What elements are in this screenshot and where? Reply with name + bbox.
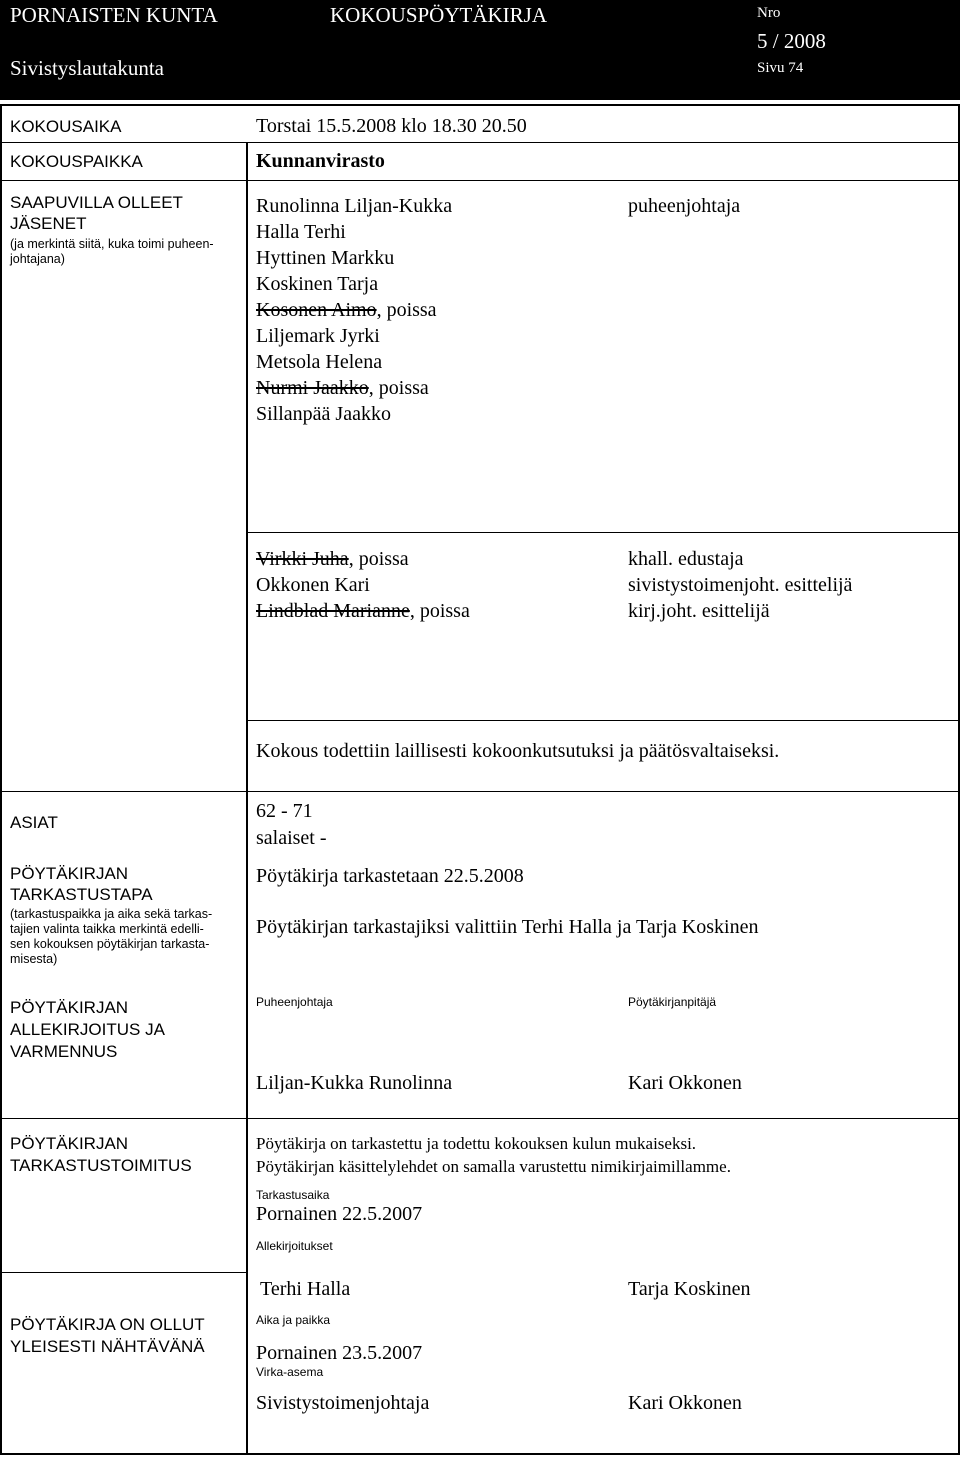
member-row xyxy=(256,375,452,401)
chair-role: puheenjohtaja xyxy=(628,195,741,217)
member-row-name: Sillanpää Jaakko xyxy=(256,403,391,425)
board-name: Sivistyslautakunta xyxy=(10,56,164,80)
matters-secret: salaiset - xyxy=(256,827,327,849)
other-attendees-list xyxy=(256,546,470,624)
meeting-place-label: KOKOUSPAIKKA xyxy=(10,152,143,171)
member-row xyxy=(256,219,452,245)
table-border-bottom xyxy=(0,1453,960,1455)
review-method-note: (tarkastuspaikka ja aika sekä tarkas- xyxy=(10,907,213,921)
attendee-row-name: Lindblad Marianne xyxy=(256,600,410,622)
document-number: 5 / 2008 xyxy=(757,29,826,53)
meeting-time-value: Torstai 15.5.2008 klo 18.30 20.50 xyxy=(256,115,527,137)
member-list xyxy=(256,193,452,427)
member-row-name: Halla Terhi xyxy=(256,221,346,243)
review-method-label-2: TARKASTUSTAPA xyxy=(10,885,153,904)
member-row-name: Hyttinen Markku xyxy=(256,247,395,269)
meeting-place-value: Kunnanvirasto xyxy=(256,150,385,172)
attendee-row xyxy=(256,546,470,572)
inspection-time-label: Tarkastusaika xyxy=(256,1188,330,1202)
quorum-statement: Kokous todettiin laillisesti kokoonkutsutuksi ja päätösvaltaiseksi. xyxy=(256,740,780,762)
position-label: Virka-asema xyxy=(256,1365,324,1379)
matters-label: ASIAT xyxy=(10,813,58,832)
attendee-row xyxy=(256,598,470,624)
chair-title: Puheenjohtaja xyxy=(256,995,333,1009)
inspection-statement-2: Pöytäkirjan käsittelylehdet on samalla varustettu nimikirjaimillamme. xyxy=(256,1157,731,1176)
inspection-time-value: Pornainen 22.5.2007 xyxy=(256,1203,423,1225)
municipality-name: PORNAISTEN KUNTA xyxy=(10,3,218,27)
member-row-name: Runolinna Liljan-Kukka xyxy=(256,195,453,217)
present-members-label-2: JÄSENET xyxy=(10,214,87,233)
review-date-text: Pöytäkirja tarkastetaan 22.5.2008 xyxy=(256,865,524,887)
attendee-row-absence: , poissa xyxy=(348,548,409,570)
public-display-label: PÖYTÄKIRJA ON OLLUT xyxy=(10,1315,205,1334)
other-attendees-roles xyxy=(628,546,852,624)
signing-label-2: ALLEKIRJOITUS JA xyxy=(10,1020,165,1039)
member-row xyxy=(256,271,452,297)
review-method-note-3: sen kokouksen pöytäkirjan tarkasta- xyxy=(10,937,210,951)
public-place-label: Aika ja paikka xyxy=(256,1313,331,1327)
chair-name: Liljan-Kukka Runolinna xyxy=(256,1072,453,1094)
signing-label: PÖYTÄKIRJAN xyxy=(10,998,129,1017)
row-divider-matters xyxy=(0,791,960,792)
page-number: Sivu 74 xyxy=(757,60,804,76)
column-divider xyxy=(246,143,248,1455)
inspection-label-2: TARKASTUSTOIMITUS xyxy=(10,1156,192,1175)
attendee-row-name: Okkonen Kari xyxy=(256,574,370,596)
member-row-absence: , poissa xyxy=(368,377,429,399)
member-row xyxy=(256,323,452,349)
present-members-note-2: johtajana) xyxy=(10,252,65,266)
row-divider-public xyxy=(0,1272,248,1273)
table-border-top xyxy=(0,104,960,106)
present-members-label: SAAPUVILLA OLLEET xyxy=(10,193,183,212)
attendee-role: sivistystoimenjoht. esittelijä xyxy=(628,574,853,596)
member-row xyxy=(256,245,452,271)
matters-range: 62 - 71 xyxy=(256,800,313,822)
attendee-role: khall. edustaja xyxy=(628,548,744,570)
public-display-label-2: YLEISESTI NÄHTÄVÄNÄ xyxy=(10,1337,205,1356)
meeting-time-label: KOKOUSAIKA xyxy=(10,117,122,136)
review-method-note-4: misesta) xyxy=(10,952,58,966)
row-divider-others xyxy=(246,532,960,533)
review-method-note-2: tajien valinta taikka merkintä edelli- xyxy=(10,922,204,936)
member-row-name: Metsola Helena xyxy=(256,351,383,373)
attendee-role: kirj.joht. esittelijä xyxy=(628,600,770,622)
signing-label-3: VARMENNUS xyxy=(10,1042,118,1061)
row-divider-place xyxy=(0,180,960,181)
row-divider-quorum xyxy=(246,720,960,721)
official-name: Kari Okkonen xyxy=(628,1392,742,1414)
signer-1-name: Terhi Halla xyxy=(260,1278,351,1300)
present-members-note: (ja merkintä siitä, kuka toimi puheen- xyxy=(10,237,214,251)
secretary-title: Pöytäkirjanpitäjä xyxy=(628,995,717,1009)
member-row xyxy=(256,349,452,375)
member-row-name: Koskinen Tarja xyxy=(256,273,379,295)
inspection-statement: Pöytäkirja on tarkastettu ja todettu kokouksen kulun mukaiseksi. xyxy=(256,1134,697,1153)
signer-2-name: Tarja Koskinen xyxy=(628,1278,751,1300)
document-type: KOKOUSPÖYTÄKIRJA xyxy=(330,3,548,27)
public-place-value: Pornainen 23.5.2007 xyxy=(256,1342,423,1364)
row-divider-inspection xyxy=(0,1118,960,1119)
member-row-name: Liljemark Jyrki xyxy=(256,325,380,347)
table-border-left xyxy=(0,104,2,1455)
attendee-row xyxy=(256,572,470,598)
member-row xyxy=(256,193,452,219)
member-row-name: Nurmi Jaakko xyxy=(256,377,369,399)
attendee-row-absence: , poissa xyxy=(409,600,470,622)
member-row-name: Kosonen Aimo xyxy=(256,299,377,321)
review-method-label: PÖYTÄKIRJAN xyxy=(10,864,129,883)
member-row xyxy=(256,297,452,323)
member-row-absence: , poissa xyxy=(376,299,437,321)
reviewers-text: Pöytäkirjan tarkastajiksi valittiin Terhi Halla ja Tarja Koskinen xyxy=(256,916,759,938)
signatures-label: Allekirjoitukset xyxy=(256,1239,333,1253)
secretary-name: Kari Okkonen xyxy=(628,1072,742,1094)
member-row xyxy=(256,401,452,427)
position-value: Sivistystoimenjohtaja xyxy=(256,1392,430,1414)
nro-label: Nro xyxy=(757,5,781,21)
attendee-row-name: Virkki Juha xyxy=(256,548,349,570)
row-divider-time xyxy=(0,142,960,143)
inspection-label: PÖYTÄKIRJAN xyxy=(10,1134,129,1153)
